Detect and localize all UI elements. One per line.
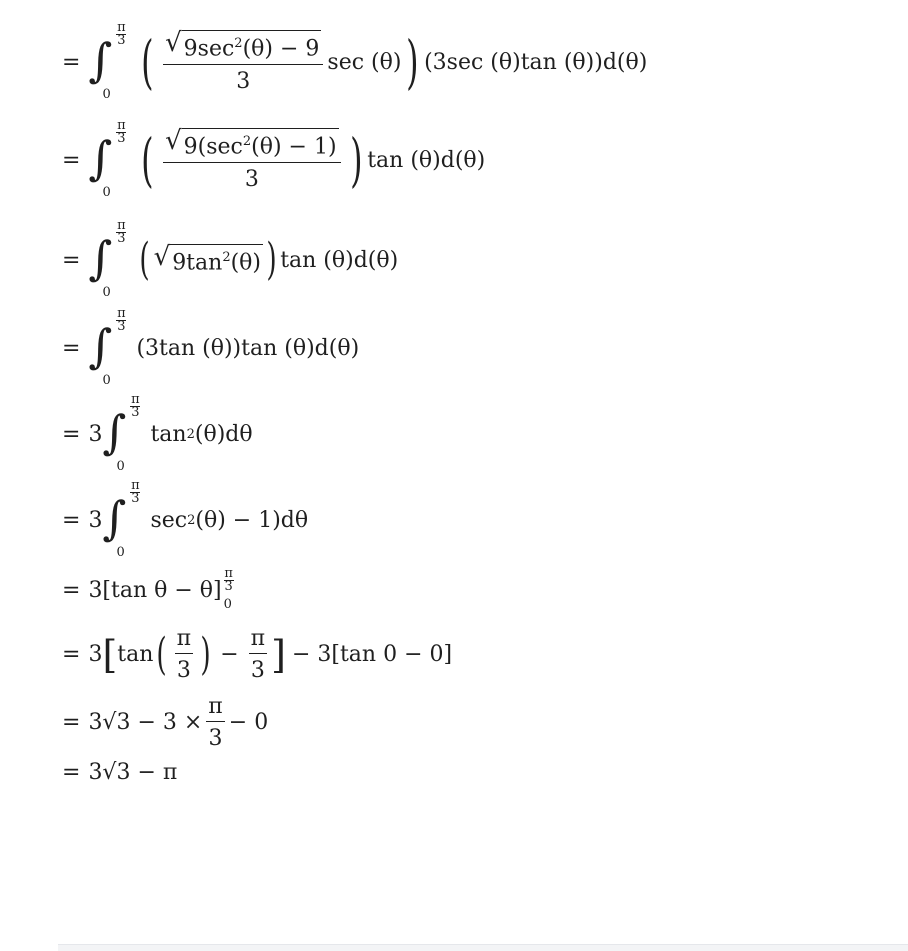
- right-paren: ): [406, 28, 419, 97]
- integral-symbol: ∫ π 3 0: [102, 392, 140, 474]
- evaluation-limits: π 3 0: [223, 566, 233, 612]
- fraction: √ $9(\sec^2(\theta) - 1)$ 3: [163, 128, 341, 192]
- equation-line-5: = 3 ∫ π 3 0 tan 2 (θ)dθ: [62, 392, 253, 474]
- integral-symbol: ∫ π 3 0: [88, 306, 126, 388]
- equation-line-8: = 3 [ tan ( $\frac{\pi}{3}$ ) − $\frac{\pi}{3}$ ] − 3[tan 0 − 0]: [62, 626, 453, 683]
- integral-symbol: ∫ π 3 0: [88, 118, 126, 201]
- equals-sign: =: [62, 49, 81, 75]
- equation-line-4: = ∫ π 3 0 (3tan (θ))tan (θ)d(θ): [62, 306, 360, 388]
- square-root: √ $9\tan^2(\theta)$: [153, 241, 262, 276]
- equation-line-7: = 3[tan θ − θ] π 3 0: [62, 568, 238, 612]
- equation-line-9: = 3√3 − 3 × $\frac{\pi}{3}$ − 0: [62, 694, 269, 751]
- equation-line-10: = 3√3 − π: [62, 760, 178, 785]
- equation-line-6: = 3 ∫ π 3 0 sec 2 (θ) − 1)dθ: [62, 478, 309, 560]
- equation-line-2: = ∫ π 3 0 ( √ $9(\sec^2(\theta) - 1)$ 3 ) tan (θ)d(θ): [62, 118, 486, 201]
- equation-line-1: [62, 20, 648, 103]
- integral-symbol: ∫ π 3 0: [102, 478, 140, 560]
- integral-symbol: ∫ π 3 0: [88, 218, 126, 300]
- fraction: √ $9\sec^2(\theta) - 9$ 3: [163, 30, 323, 94]
- left-paren: (: [141, 28, 154, 97]
- equation-line-3: = ∫ π 3 0 ( √ $9\tan^2(\theta)$ ) tan (θ)d(θ): [62, 218, 399, 300]
- product-term: (3sec (θ)tan (θ))d(θ): [424, 49, 648, 75]
- sec-term: sec (θ): [327, 49, 402, 75]
- integral-symbol: ∫ π 3 0: [88, 20, 126, 103]
